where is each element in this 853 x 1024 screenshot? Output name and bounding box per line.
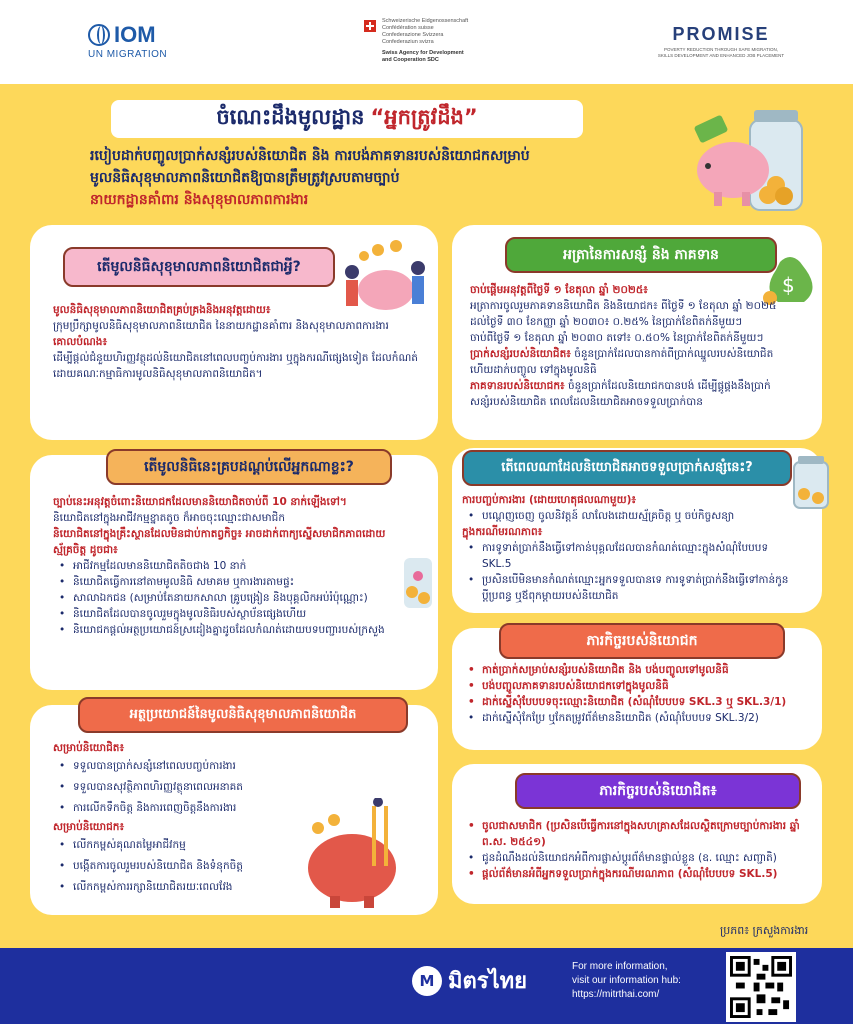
pill-rates <box>505 237 777 273</box>
card6-label: សម្រាប់និយោជិត៖ <box>53 742 125 754</box>
card3-body <box>53 494 403 638</box>
card1-heading: តើមូលនិធិសុខុមាលភាពនិយោជិតជាអ្វី? <box>97 258 301 275</box>
card2-text: ចាប់ពីថ្ងៃទី ១ ខែតុលា ឆ្នាំ ២០៣០ តទៅ៖ ០.៥០% នៃប្រាក់ខែពិតក់នីមួយៗ <box>470 332 764 344</box>
card7-heading: ភារកិច្ចរបស់និយោជិត៖ <box>599 782 717 799</box>
footer-info <box>572 960 681 1002</box>
card2-label: ចាប់ផ្តើមអនុវត្តពីថ្ងៃទី ១ ខែតុលា ឆ្នាំ ២០២៥៖ <box>470 284 648 296</box>
card2-text: ចំនួនប្រាក់ដែលនិយោជកបានបង់ ដើម្បីផ្គូផ្គងនឹងប្រាក់សន្សំរបស់និយោជិត ពេលដែលនិយោជិតអាចទទួលប្រាក់បាន <box>470 380 771 408</box>
swiss-agency-line: and Cooperation SDC <box>382 57 439 63</box>
list-item: • បណ្តេញចេញ ចូលនិវត្តន៍ លាលែងដោយស្ម័គ្រចិត្ត ឬ ចប់កិច្ចសន្យា <box>462 508 792 524</box>
card6-body <box>53 740 343 898</box>
swiss-logo <box>364 18 494 64</box>
source-note: ប្រភព៖ ក្រសួងការងារ <box>720 924 809 937</box>
card2-label: ប្រាក់សន្សំរបស់និយោជិត៖ <box>470 348 571 360</box>
piggy-bank-illustration <box>688 100 808 220</box>
pill-employee-duties <box>515 773 801 809</box>
card6-label: សម្រាប់និយោជក៖ <box>53 821 125 833</box>
mitrthai-logo <box>412 963 527 998</box>
iom-logo <box>88 22 167 60</box>
mitrthai-m-icon: M <box>412 966 442 996</box>
card4-heading: តើពេលណាដែលនិយោជិតអាចទទួលប្រាក់សន្សំនេះ? <box>501 459 753 475</box>
promise-logo-text: PROMISE <box>672 24 770 44</box>
list-item: • អាជីវកម្មដែលមាននិយោជិតតិចជាង 10 នាក់ <box>53 558 403 574</box>
card2-label: ភាគទានរបស់និយោជក៖ <box>470 380 565 392</box>
iom-logo-text: IOM <box>114 22 156 47</box>
iom-logo-sub: UN MIGRATION <box>88 49 168 60</box>
list-item: • និយោជិតធ្វើការនៅតាមមូលនិធិ សមាគម ឬការងារតាមផ្ទះ <box>53 574 403 590</box>
promise-tagline: SKILLS DEVELOPMENT AND ENHANCED JOB PLACEMENT <box>657 53 785 58</box>
card7-body <box>462 818 807 882</box>
list-item: • ការទូទាត់ប្រាក់នឹងធ្វើទៅកាន់បុគ្គលដែលបានកំណត់ឈ្មោះក្នុងសំណុំបែបបទ SKL.5 <box>462 540 792 572</box>
list-item: • ដាក់ស្នើសុំកែប្រែ ឬកែតម្រូវព័ត៌មាននិយោជិត (សំណុំបែបបទ SKL.3/2) <box>462 710 807 726</box>
title-highlight: “អ្នកត្រូវដឹង” <box>370 104 478 129</box>
card5-body <box>462 662 807 726</box>
list-item: • ចូលជាសមាជិក (ប្រសិនបើធ្វើការនៅក្នុងសហគ្រាសដែលស្ថិតក្រោមច្បាប់ការងារ ឆ្នាំ ព.ស. ២៥៤១) <box>462 818 807 850</box>
card2-heading: អត្រានៃការសន្សំ និង ភាគទាន <box>563 246 719 263</box>
pill-coverage <box>106 449 392 485</box>
card4-label: ក្នុងករណីមរណភាព៖ <box>462 526 543 538</box>
card1-label: គោលបំណង៖ <box>53 336 108 348</box>
card6-heading: អត្ថប្រយោជន៍នៃមូលនិធិសុខុមាលភាពនិយោជិត <box>129 706 357 722</box>
list-item: • និយោជកផ្តល់អត្ថប្រយោជន៍ស្រដៀងគ្នាដូចដែលកំណត់ដោយបទបញ្ជារបស់ក្រសួង <box>53 622 403 638</box>
list-item: • លើកកម្ពស់គុណតម្លៃអាជីវកម្ម <box>53 835 343 856</box>
card1-text: ដើម្បីផ្តល់ជំនួយហិរញ្ញវត្ថុដល់និយោជិតនៅពេលបញ្ចប់ការងារ ឬក្នុងករណីផ្សេងទៀត ដែលកំណត់ដោយគណៈកម្មាធិការមូលនិធិសុខុមាលភាពនិយោជិត។ <box>53 352 418 380</box>
header-bar <box>0 0 853 84</box>
swiss-line: Schweizerische Eidgenossenschaft <box>382 18 469 24</box>
subtitle-line: របៀបដាក់បញ្ចូលប្រាក់សន្សំរបស់និយោជិត និង ការបង់ភាគទានរបស់និយោជកសម្រាប់ <box>90 148 530 164</box>
swiss-line: Confederaziun svizra <box>382 39 434 45</box>
list-item: • សាលាឯកជន (សម្រាប់តែនាយកសាលា គ្រូបង្រៀន និងបុគ្គលិកអប់រំប៉ុណ្ណោះ) <box>53 590 403 606</box>
card1-label: មូលនិធិសុខុមាលភាពនិយោជិតគ្រប់គ្រងនិងអនុវត្តដោយ៖ <box>53 304 271 316</box>
footer-info-line: For more information, <box>572 961 668 972</box>
pill-when-receive <box>462 450 792 486</box>
title-main: ចំណេះដឹងមូលដ្ឋាន <box>216 104 365 129</box>
list-item: • ទទួលបានប្រាក់សន្សំនៅពេលបញ្ចប់ការងារ <box>53 756 343 777</box>
swiss-agency-line: Swiss Agency for Development <box>382 50 464 56</box>
list-item: • និយោជិតដែលបានចូលរួមក្នុងមូលនិធិរបស់ស្ថាប័នផ្សេងហើយ <box>53 606 403 622</box>
qr-code[interactable] <box>726 952 796 1022</box>
list-item: • ទទួលបានសុវត្ថិភាពហិរញ្ញវត្ថុនាពេលអនាគត <box>53 777 343 798</box>
list-item: • ការលើកទឹកចិត្ត និងការពេញចិត្តនឹងការងារ <box>53 798 343 819</box>
card1-text: ក្រុមប្រឹក្សាមូលនិធិសុខុមាលភាពនិយោជិត នៃនាយកដ្ឋានគាំពារ និងសុខុមាលភាពការងារ <box>53 320 389 332</box>
footer-link[interactable]: https://mitrthai.com/ <box>572 989 660 1000</box>
list-item: • ដាក់ស្នើសុំបែបបទចុះឈ្មោះនិយោជិត (សំណុំបែបបទ SKL.3 ឬ SKL.3/1) <box>462 694 807 710</box>
mitrthai-logo-text: มิตรไทย <box>448 969 528 994</box>
jar-coins-icon <box>398 548 438 618</box>
subtitle-department: នាយកដ្ឋានគាំពារ និងសុខុមាលភាពការងារ <box>90 192 309 208</box>
list-item: • ផ្តល់ព័ត៌មានអំពីអ្នកទទួលប្រាក់ក្នុងករណីមរណភាព (សំណុំបែបបទ SKL.5) <box>462 866 807 882</box>
page-title <box>111 100 583 138</box>
globe-icon <box>88 24 110 46</box>
list-item: • កាត់ប្រាក់សម្រាប់សន្សំរបស់និយោជិត និង បង់បញ្ចូលទៅមូលនិធិ <box>462 662 807 678</box>
card2-text: ចំនួនប្រាក់ដែលបានកាត់ពីប្រាក់ឈ្នួលរបស់និយោជិត ហើយដាក់បញ្ចូល ទៅក្នុងមូលនិធិ <box>470 348 774 376</box>
card5-heading: ភារកិច្ចរបស់និយោជក <box>586 632 698 649</box>
subtitle <box>90 145 670 211</box>
card2-body <box>470 282 790 410</box>
list-item: • ជូនដំណឹងដល់និយោជកអំពីការផ្លាស់ប្តូរព័ត៌មានផ្ទាល់ខ្លួន (ឧ. ឈ្មោះ សញ្ជាតិ) <box>462 850 807 866</box>
swiss-line: Confederazione Svizzera <box>382 32 444 38</box>
footer-info-line: visit our information hub: <box>572 975 681 986</box>
list-item: • ប្រសិនបើមិនមានកំណត់ឈ្មោះអ្នកទទួលបានទេ ការទូទាត់ប្រាក់នឹងធ្វើទៅកាន់កូន ប្តីប្រពន្ធ ឬឪពុកម្តាយរបស់និយោជិត <box>462 572 792 604</box>
card4-label: ការបញ្ចប់ការងារ (ដោយហេតុផលណាមួយ)៖ <box>462 494 636 506</box>
subtitle-line: មូលនិធិសុខុមាលភាពនិយោជិតឱ្យបានត្រឹមត្រូវស្របតាមច្បាប់ <box>90 170 400 186</box>
card3-heading: តើមូលនិធិនេះគ្របដណ្តប់លើអ្នកណាខ្លះ? <box>144 458 354 475</box>
card2-text: អត្រាការចូលរួមភាគទាននិយោជិត និងនិយោជក៖ ពីថ្ងៃទី ១ ខែតុលា ឆ្នាំ ២០២៥ ដល់ថ្ងៃទី ៣០ ខែកញ្ញា ឆ្នាំ ២០៣០៖ ០.២៥% នៃប្រាក់ខែពិតក់នីមួយៗ <box>470 300 777 328</box>
promise-tagline: POVERTY REDUCTION THROUGH SAFE MIGRATION, <box>664 47 778 52</box>
card3-text: និយោជិតនៅក្នុងអាជីវកម្មខ្នាតតូច ក៏អាចចុះឈ្មោះជាសមាជិក <box>53 512 285 524</box>
promise-logo <box>656 24 786 59</box>
card3-label: ច្បាប់នេះអនុវត្តចំពោះនិយោជកដែលមាននិយោជិតចាប់ពី 10 នាក់ឡើងទៅ។ <box>53 496 347 508</box>
card4-body <box>462 492 792 604</box>
pill-what-is-fund <box>63 247 335 287</box>
list-item: • លើកកម្ពស់ការរក្សានិយោជិតរយៈពេលវែង <box>53 877 343 898</box>
card1-body <box>53 302 425 382</box>
swiss-flag-icon <box>364 20 376 32</box>
pill-benefits <box>78 697 408 733</box>
card3-label: និយោជិតនៅក្នុងគ្រឹះស្ថានដែលមិនជាប់កាតព្វកិច្ច៖ អាចដាក់ពាក្យស្នើសមាជិកភាពដោយស្ម័គ្រចិត្ត ដូចជា៖ <box>53 528 386 556</box>
swiss-line: Confédération suisse <box>382 25 434 31</box>
svg-text:$: $ <box>782 273 795 297</box>
savings-jar-icon <box>790 454 832 512</box>
qr-code-icon <box>730 956 792 1018</box>
list-item: • បង្កើតការចូលរួមរបស់និយោជិត និងទំនុកចិត្ត <box>53 856 343 877</box>
list-item: • បង់បញ្ចូលភាគទានរបស់និយោជកទៅក្នុងមូលនិធិ <box>462 678 807 694</box>
pill-employer-duties <box>499 623 785 659</box>
